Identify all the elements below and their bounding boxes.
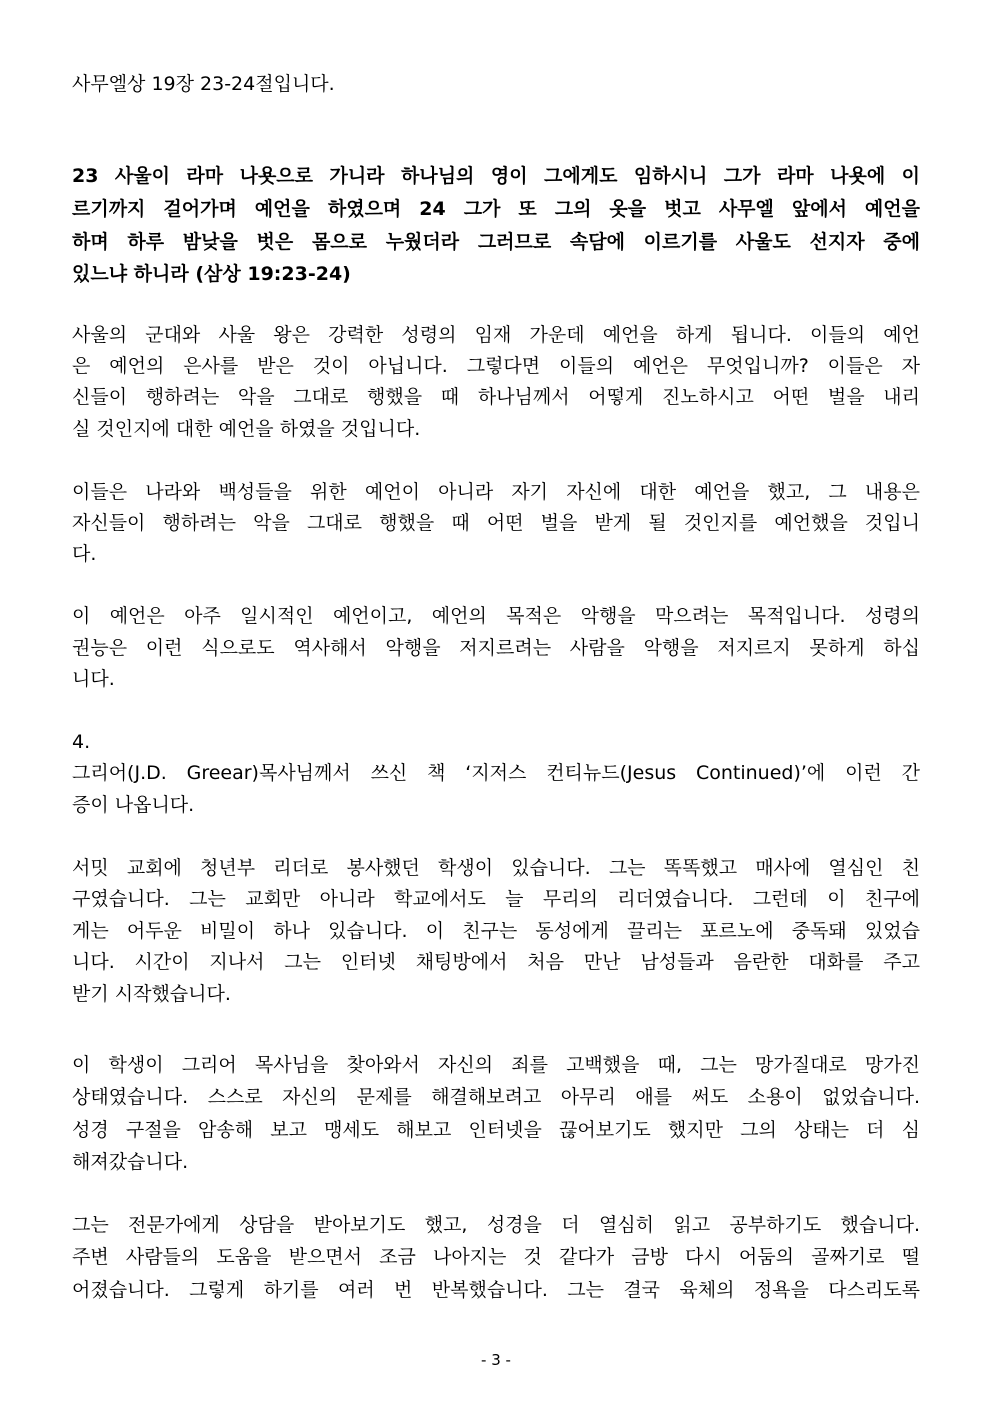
paragraph-line: 신들이 행하려는 악을 그대로 행했을 때 하나님께서 어떻게 진노하시고 어떤 벌을 내리	[72, 386, 920, 408]
paragraph-line: 니다. 시간이 지나서 그는 인터넷 채팅방에서 처음 만난 남성들과 음란한 대화를 주고	[72, 951, 920, 973]
scripture-line: 있느냐 하니라 (삼상 19:23-24)	[72, 263, 351, 285]
paragraph-line: 주변 사람들의 도움을 받으면서 조금 나아지는 것 같다가 금방 다시 어둠의 골짜기로 떨	[72, 1246, 920, 1268]
scripture-line: 하며 하루 밤낮을 벗은 몸으로 누웠더라 그러므로 속담에 이르기를 사울도 선지자 중에	[72, 231, 920, 253]
paragraph-line: 성경 구절을 암송해 보고 맹세도 해보고 인터넷을 끊어보기도 했지만 그의 상태는 더 심	[72, 1119, 920, 1141]
paragraph-line: 이 학생이 그리어 목사님을 찾아와서 자신의 죄를 고백했을 때, 그는 망가질대로 망가진	[72, 1054, 920, 1076]
section-number: 4.	[72, 731, 91, 753]
paragraph-line: 사울의 군대와 사울 왕은 강력한 성령의 임재 가운데 예언을 하게 됩니다. 이들의 예언	[72, 324, 920, 346]
paragraph-line: 상태였습니다. 스스로 자신의 문제를 해결해보려고 아무리 애를 써도 소용이 없었습니다.	[72, 1086, 920, 1108]
paragraph-line: 구였습니다. 그는 교회만 아니라 학교에서도 늘 무리의 리더였습니다. 그런데 이 친구에	[72, 888, 920, 910]
paragraph-line: 자신들이 행하려는 악을 그대로 행했을 때 어떤 벌을 받게 될 것인지를 예언했을 것입니	[72, 512, 920, 534]
heading: 사무엘상 19장 23-24절입니다.	[72, 73, 335, 95]
paragraph-line: 그는 전문가에게 상담을 받아보기도 했고, 성경을 더 열심히 읽고 공부하기도 했습니다.	[72, 1214, 920, 1236]
paragraph-line: 권능은 이런 식으로도 역사해서 악행을 저지르려는 사람을 악행을 저지르지 못하게 하십	[72, 637, 920, 659]
paragraph-line: 해져갔습니다.	[72, 1151, 189, 1173]
paragraph-line: 다.	[72, 543, 97, 565]
paragraph-line: 은 예언의 은사를 받은 것이 아닙니다. 그렇다면 이들의 예언은 무엇입니까? 이들은 자	[72, 355, 920, 377]
paragraph-line: 증이 나옵니다.	[72, 794, 195, 816]
page-number: - 3 -	[481, 1351, 511, 1369]
scripture-line: 르기까지 걸어가며 예언을 하였으며 24 그가 또 그의 옷을 벗고 사무엘 앞에서 예언을	[72, 198, 920, 220]
paragraph-line: 실 것인지에 대한 예언을 하였을 것입니다.	[72, 418, 421, 440]
paragraph-line: 그리어(J.D. Greear)목사님께서 쓰신 책 ‘지저스 컨티뉴드(Jesus Continued)’에 이런 간	[72, 762, 920, 784]
paragraph-line: 이들은 나라와 백성들을 위한 예언이 아니라 자기 자신에 대한 예언을 했고, 그 내용은	[72, 481, 920, 503]
scripture-line: 23 사울이 라마 나욧으로 가니라 하나님의 영이 그에게도 임하시니 그가 라마 나욧에 이	[72, 165, 920, 187]
paragraph-line: 니다.	[72, 668, 115, 690]
paragraph-line: 게는 어두운 비밀이 하나 있습니다. 이 친구는 동성에게 끌리는 포르노에 중독돼 있었습	[72, 920, 920, 942]
paragraph-line: 이 예언은 아주 일시적인 예언이고, 예언의 목적은 악행을 막으려는 목적입니다. 성령의	[72, 605, 920, 627]
paragraph-line: 서밋 교회에 청년부 리더로 봉사했던 학생이 있습니다. 그는 똑똑했고 매사에 열심인 친	[72, 857, 920, 879]
paragraph-line: 어졌습니다. 그렇게 하기를 여러 번 반복했습니다. 그는 결국 육체의 정욕을 다스리도록	[72, 1279, 920, 1301]
paragraph-line: 받기 시작했습니다.	[72, 983, 231, 1005]
